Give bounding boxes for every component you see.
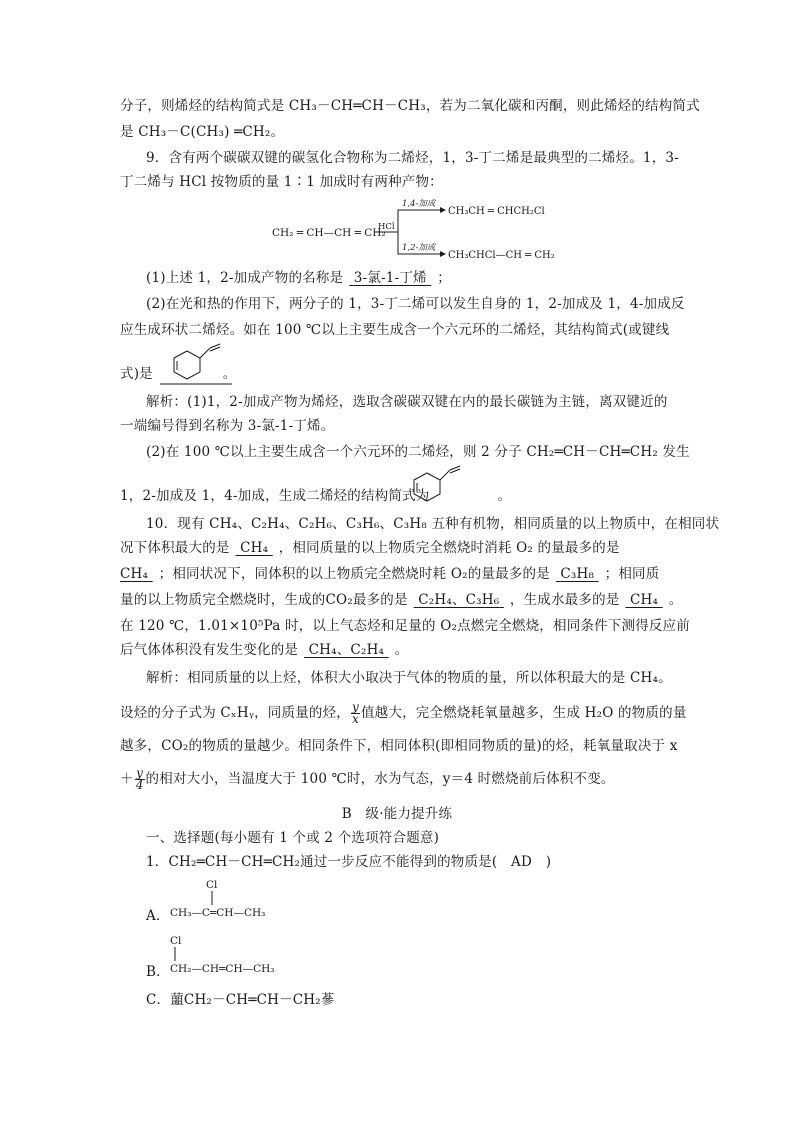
text-span: ；相同质 bbox=[604, 566, 660, 582]
text-span: ＋ bbox=[120, 771, 134, 787]
question-9-line: 9．含有两个碳碳双键的碳氢化合物称为二烯烃，1，3-丁二烯是最典型的二烯烃。1，3- bbox=[146, 150, 679, 166]
analysis-9: 一端编号得到名称为 3-氯-1-丁烯。 bbox=[120, 418, 335, 434]
punct: 。 bbox=[222, 366, 237, 382]
answer-blank bbox=[230, 540, 279, 556]
analysis-10: 越多，CO₂的物质的量越少。相同条件下，相同体积(即相同物质的量)的烃，耗氧量取决于 x bbox=[120, 738, 678, 754]
question-9-part-1 bbox=[146, 268, 451, 288]
arrowhead-icon bbox=[440, 207, 446, 213]
text-span: 式)是 bbox=[120, 366, 153, 382]
text-span: 量的以上物质完全燃烧时，生成的CO₂最多的是 bbox=[120, 592, 408, 608]
answer-text: CH₄、C₂H₄ bbox=[308, 642, 385, 658]
text-span: ；相同状况下，同体积的以上物质完全燃烧时耗 O₂的量最多的是 bbox=[158, 566, 550, 582]
option-b-structure bbox=[168, 930, 298, 978]
chain-formula: CH₂—CH═CH—CH₃ bbox=[170, 963, 275, 975]
answer-blank bbox=[343, 270, 437, 286]
analysis-10 bbox=[120, 768, 615, 791]
question-9-part-2: (2)在光和热的作用下，两分子的 1，3-丁二烯可以发生自身的 1，2-加成及 1，4-加成反 bbox=[146, 296, 685, 312]
answer-blank bbox=[550, 566, 605, 582]
vinylcyclohexene-structure bbox=[160, 336, 236, 386]
option-label: B． bbox=[146, 964, 170, 980]
option-label: A． bbox=[146, 908, 170, 924]
numerator: y bbox=[352, 700, 359, 714]
text-span: 1，2-加成及 1，4-加成，生成二烯烃的结构简式为 bbox=[120, 488, 430, 504]
text-span: 值越大，完全燃烧耗氧量越多，生成 H₂O 的物质的量 bbox=[360, 705, 687, 721]
option-c: C．蘁CH₂－CH═CH－CH₂蔘 bbox=[146, 992, 335, 1008]
denominator: x bbox=[352, 712, 359, 726]
text-span: 。 bbox=[394, 642, 409, 658]
chain-formula: CH₃—C═CH—CH₃ bbox=[170, 907, 266, 919]
mc-question-1: 1．CH₂═CH－CH═CH₂通过一步反应不能得到的物质是( AD ) bbox=[146, 854, 552, 870]
question-9-line: 丁二烯与 HCl 按物质的量 1∶1 加成时有两种产物： bbox=[120, 174, 443, 190]
text-span: 的相对大小，当温度大于 100 ℃时，水为气态，y＝4 时燃烧前后体积不变。 bbox=[145, 771, 615, 787]
text-span: 况下体积最大的是 bbox=[120, 540, 230, 556]
answer-blank bbox=[619, 592, 668, 608]
text-line: 分子，则烯烃的结构简式是 CH₃－CH═CH－CH₃，若为二氧化碳和丙酮，则此烯烃的结构简式 bbox=[120, 98, 700, 114]
arrowhead-icon bbox=[440, 251, 446, 257]
analysis-9: 解析：(1)1，2-加成产物为烯烃，选取含碳碳双键在内的最长碳链为主链，离双键近的 bbox=[146, 394, 668, 410]
question-10-line bbox=[120, 538, 620, 558]
punct: 。 bbox=[497, 488, 512, 504]
denominator: 4 bbox=[135, 778, 144, 792]
question-10-line: 10．现有 CH₄、C₂H₄、C₂H₆、C₃H₆、C₃H₈ 五种有机物，相同质量的以上物质中，在相同状 bbox=[146, 516, 720, 532]
answer-text: CH₄ bbox=[240, 540, 269, 556]
substituent-cl: Cl bbox=[206, 879, 218, 891]
answer-blank bbox=[298, 642, 395, 658]
answer-text: CH₄ bbox=[120, 566, 149, 582]
numerator: y bbox=[136, 766, 144, 780]
analysis-10 bbox=[120, 702, 687, 725]
analysis-10: 解析：相同质量的以上烃，体积大小取决于气体的物质的量，所以体积最大的是 CH₄。 bbox=[146, 670, 672, 686]
vinylcyclohexene-structure-answer bbox=[404, 460, 470, 506]
option-a bbox=[146, 906, 170, 926]
question-10-line bbox=[120, 640, 408, 660]
text-span: 。 bbox=[668, 592, 683, 608]
answer-blank bbox=[120, 566, 159, 582]
reaction-scheme bbox=[270, 196, 570, 264]
branch-1-label: 1,4-加成 bbox=[402, 199, 436, 209]
branch-2-product: CH₃CHCl—CH ═ CH₂ bbox=[448, 250, 555, 261]
fraction-y-over-x bbox=[351, 702, 360, 725]
fraction-y-over-4 bbox=[135, 768, 145, 791]
question-10-line bbox=[120, 564, 659, 584]
text-span: ，生成水最多的是 bbox=[509, 592, 620, 608]
part-1-text: (1)上述 1，2-加成产物的名称是 bbox=[146, 270, 344, 286]
answer-text: CH₄ bbox=[629, 592, 659, 608]
option-a-structure bbox=[168, 874, 298, 922]
branch-2-label: 1,2-加成 bbox=[402, 243, 436, 253]
question-10-line: 在 120 ℃，1.01×10⁵Pa 时，以上气态烃和足量的 O₂点燃完全燃烧，相同条件下测得反应前 bbox=[120, 618, 690, 634]
part-heading: 一、选择题(每小题有 1 个或 2 个选项符合题意) bbox=[146, 830, 440, 846]
question-9-part-2: 应生成环状二烯烃。如在 100 ℃以上主要生成含一个六元环的二烯烃，其结构简式(或键线 bbox=[120, 322, 670, 338]
text-span: 设烃的分子式为 CₓHᵧ，同质量的烃， bbox=[120, 705, 350, 721]
text-span: 后气体体积没有发生变化的是 bbox=[120, 642, 299, 658]
section-heading: B 级·能力提升练 bbox=[341, 806, 453, 822]
answer-text: 3-氯-1-丁烯 bbox=[353, 270, 427, 286]
text-span: ，相同质量的以上物质完全燃烧时消耗 O₂ 的量最多的是 bbox=[278, 540, 620, 556]
reactant-formula: CH₂ ═ CH—CH ═ CH₂ bbox=[272, 227, 386, 239]
answer-text: C₃H₈ bbox=[560, 566, 595, 582]
punct: ； bbox=[437, 270, 451, 286]
text-line: 是 CH₃－C(CH₃) ═CH₂。 bbox=[120, 124, 285, 140]
substituent-cl: Cl bbox=[170, 935, 182, 947]
branch-1-product: CH₃CH ═ CHCH₂Cl bbox=[448, 206, 545, 217]
analysis-9: (2)在 100 ℃以上主要生成含一个六元环的二烯烃，则 2 分子 CH₂═CH－CH═CH₂ 发生 bbox=[146, 444, 690, 460]
reagent-label: HCl bbox=[378, 222, 395, 232]
answer-text: C₂H₄、C₃H₆ bbox=[418, 592, 500, 608]
option-b bbox=[146, 962, 170, 982]
question-10-line bbox=[120, 590, 682, 610]
answer-blank bbox=[408, 592, 510, 608]
